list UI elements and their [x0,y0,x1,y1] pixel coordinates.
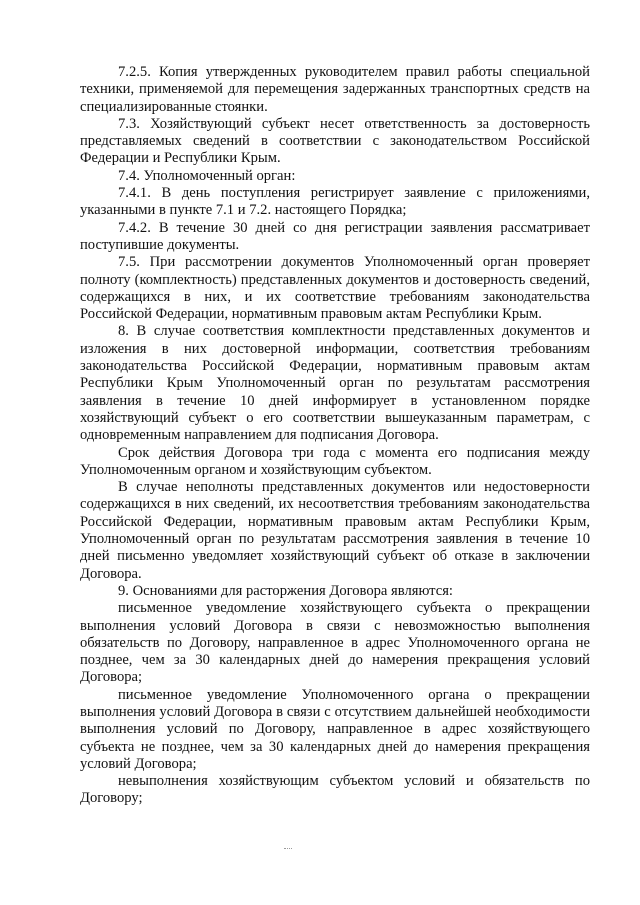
paragraph-7-4-2: 7.4.2. В течение 30 дней со дня регистрации заявления рассматривает поступившие документы. [80,219,590,253]
list-item-subject-notice: письменное уведомление хозяйствующего субъекта о прекращении выполнения условий Договора в связи с невозможностью выполнения обязательств по Договору, направленное в адрес Уполномоченного органа не позднее, чем за 30 календарных дней до намерения прекращения условий Договора; [80,600,590,686]
paragraph-7-4: 7.4. Уполномоченный орган: [118,167,296,184]
list-item-authority-notice: письменное уведомление Уполномоченного органа о прекращении выполнения условий Договора в связи с отсутствием дальнейшей необходимости выполнения условий по Договору, направленное в адрес хозяйствующего субъекта не позднее, чем за 30 календарных дней до намерения прекращения условий Договора; [80,686,590,772]
list-item-nonfulfillment: невыполнения хозяйствующим субъектом условий и обязательств по Договору; [80,773,590,807]
paragraph-7-4-1: 7.4.1. В день поступления регистрирует заявление с приложениями, указанными в пункте 7.1 и 7.2. настоящего Порядка; [80,185,590,219]
paragraph-refusal: В случае неполноты представленных документов или недостоверности содержащихся в них сведений, их несоответствия требованиям законодательства Российской Федерации, нормативным правовым актам Республики Крым, Уполномоченный орган по результатам рассмотрения заявления в течение 10 дней письменно уведомляет хозяйствующий субъект об отказе в заключении Договора. [80,479,590,582]
paragraph-8: 8. В случае соответствия комплектности представленных документов и изложения в них достоверной информации, соответствия требованиям законодательства Российской Федерации, нормативным правовым актам Республики Крым Уполномоченный орган по результатам рассмотрения заявления в течение 10 дней информирует в установленном порядке хозяйствующий субъект о его соответствии вышеуказанным параметрам, с одновременным направлением для подписания Договора. [80,323,590,444]
paragraph-7-3: 7.3. Хозяйствующий субъект несет ответственность за достоверность представляемых сведений в соответствии с законодательством Российской Федерации и Республики Крым. [80,115,590,167]
document-body [80,64,590,808]
paragraph-9: 9. Основаниями для расторжения Договора являются: [118,582,453,599]
paragraph-7-2-5: 7.2.5. Копия утвержденных руководителем правил работы специальной техники, применяемой для перемещения задержанных транспортных средств на специализированные стоянки. [80,64,590,115]
paragraph-contract-term: Срок действия Договора три года с момента его подписания между Уполномоченным органом и хозяйствующим субъектом. [80,444,590,478]
scan-speck [284,848,292,851]
paragraph-7-5: 7.5. При рассмотрении документов Уполномоченный орган проверяет полноту (комплектность) представленных документов и достоверность сведений, содержащихся в них, и их соответствие требованиям законодательства Российской Федерации, нормативным правовым актам Республики Крым. [80,254,590,323]
